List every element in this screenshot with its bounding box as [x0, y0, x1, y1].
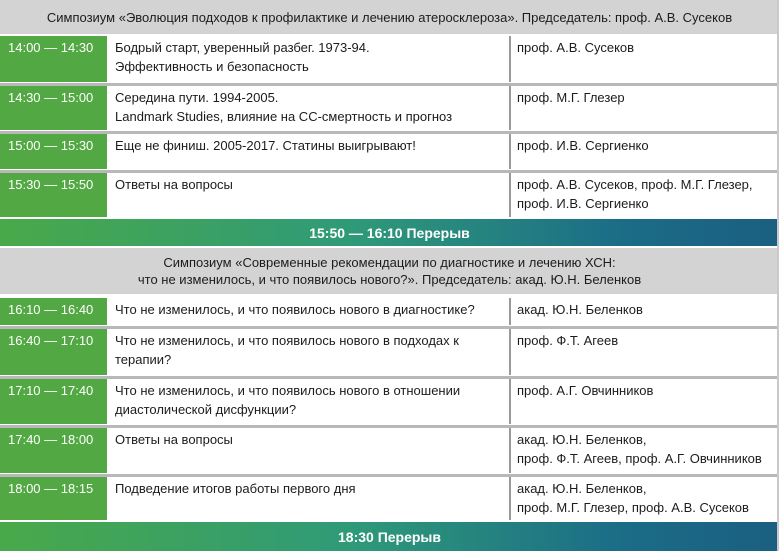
speaker-line: проф. Ф.Т. Агеев, проф. А.Г. Овчинников: [517, 451, 762, 466]
title-line: Ответы на вопросы: [115, 177, 233, 192]
session-speaker: [511, 379, 779, 424]
speaker-line: акад. Ю.Н. Беленков: [517, 302, 643, 317]
session-title: [107, 134, 511, 169]
break-label: 15:50 — 16:10 Перерыв: [309, 224, 470, 241]
title-line: Эффективность и безопасность: [115, 59, 309, 74]
session-time: 17:40 — 18:00: [0, 428, 107, 473]
title-line: Еще не финиш. 2005-2017. Статины выигрывают!: [115, 138, 416, 153]
title-line: Бодрый старт, уверенный разбег. 1973-94.: [115, 40, 370, 55]
session-title: [107, 379, 511, 424]
title-line: Середина пути. 1994-2005.: [115, 90, 279, 105]
session-speaker: [511, 134, 779, 169]
title-line: Что не изменилось, и что появилось нового в диагностике?: [115, 302, 475, 317]
speaker-line: проф. А.В. Сусеков: [517, 40, 635, 55]
session-row: [0, 173, 779, 217]
session-title: [107, 173, 511, 217]
speaker-line: проф. М.Г. Глезер, проф. А.В. Сусеков: [517, 500, 749, 515]
session-row: [0, 298, 779, 325]
speaker-line: проф. А.В. Сусеков, проф. М.Г. Глезер,: [517, 177, 753, 192]
symposium-2-header: [0, 248, 779, 294]
title-line: Подведение итогов работы первого дня: [115, 481, 356, 496]
speaker-line: акад. Ю.Н. Беленков,: [517, 432, 647, 447]
session-title: [107, 329, 511, 375]
symposium-1-title: Симпозиум «Эволюция подходов к профилактике и лечению атеросклероза». Председатель: проф. А.В. Сусеков: [46, 9, 733, 25]
session-time: 15:00 — 15:30: [0, 134, 107, 169]
session-row: [0, 329, 779, 375]
session-title: [107, 428, 511, 473]
session-row: [0, 379, 779, 424]
speaker-line: проф. Ф.Т. Агеев: [517, 333, 619, 348]
session-time: 17:10 — 17:40: [0, 379, 107, 424]
session-speaker: [511, 428, 779, 473]
speaker-line: проф. И.В. Сергиенко: [517, 196, 649, 211]
session-row: [0, 36, 779, 82]
session-title: [107, 477, 511, 520]
session-speaker: [511, 329, 779, 375]
session-time: 18:00 — 18:15: [0, 477, 107, 520]
speaker-line: проф. И.В. Сергиенко: [517, 138, 649, 153]
speaker-line: проф. М.Г. Глезер: [517, 90, 625, 105]
session-row: [0, 477, 779, 520]
symposium-1-header: [0, 0, 779, 34]
title-line: Ответы на вопросы: [115, 432, 233, 447]
session-title: [107, 86, 511, 130]
session-row: [0, 134, 779, 169]
title-line: Что не изменилось, и что появилось нового в отношении: [115, 383, 461, 398]
session-speaker: [511, 86, 779, 130]
session-row: [0, 86, 779, 130]
speaker-line: проф. А.Г. Овчинников: [517, 383, 654, 398]
title-line: диастолической дисфункции?: [115, 402, 297, 417]
session-title: [107, 36, 511, 82]
symposium-2-title-line: что не изменилось, и что появилось нового?». Председатель: акад. Ю.Н. Беленков: [137, 272, 642, 287]
break-label: 18:30 Перерыв: [338, 528, 441, 545]
session-time: 15:30 — 15:50: [0, 173, 107, 217]
session-time: 14:30 — 15:00: [0, 86, 107, 130]
session-speaker: [511, 36, 779, 82]
title-line: терапии?: [115, 352, 172, 367]
break-banner: [0, 219, 779, 246]
title-line: Landmark Studies, влияние на СС-смертность и прогноз: [115, 109, 453, 124]
session-time: 16:40 — 17:10: [0, 329, 107, 375]
session-title: [107, 298, 511, 325]
session-speaker: [511, 298, 779, 325]
title-line: Что не изменилось, и что появилось нового в подходах к: [115, 333, 459, 348]
session-speaker: [511, 173, 779, 217]
session-row: [0, 428, 779, 473]
symposium-2-title-line: Симпозиум «Современные рекомендации по диагностике и лечению ХСН:: [163, 255, 616, 270]
break-banner: [0, 522, 779, 551]
session-speaker: [511, 477, 779, 520]
speaker-line: акад. Ю.Н. Беленков,: [517, 481, 647, 496]
session-time: 16:10 — 16:40: [0, 298, 107, 325]
session-time: 14:00 — 14:30: [0, 36, 107, 82]
